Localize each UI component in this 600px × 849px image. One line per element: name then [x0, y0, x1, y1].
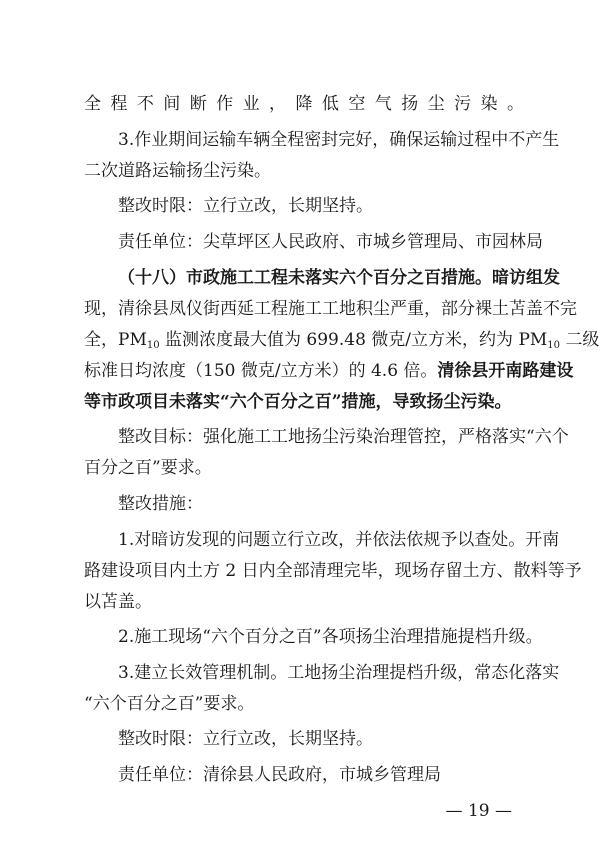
pm10-label: $PM_{10}$	[118, 330, 160, 351]
deadline-line: 整改时限：立行立改，长期坚持。	[118, 729, 373, 749]
paragraph-line: 3.作业期间运输车辆全程密封完好，确保运输过程中不产生	[118, 130, 560, 150]
page-number: — 19 —	[445, 801, 512, 821]
paragraph-line: 以苫盖。	[84, 592, 152, 612]
paragraph-line: 全程不间断作业，降低空气扬尘污染。	[84, 94, 524, 114]
pm10-label: $PM_{10}$	[518, 330, 561, 351]
paragraph-line: 1.对暗访发现的问题立行立改，并依法依规予以查处。开南	[118, 530, 560, 550]
deadline-line: 整改时限：立行立改，长期坚持。	[118, 196, 373, 216]
responsible-unit-line: 责任单位：清徐县人民政府，市城乡管理局	[118, 765, 441, 785]
text-segment: 全，	[84, 330, 118, 350]
paragraph-line: 3.建立长效管理机制。工地扬尘治理提档升级，常态化落实	[118, 663, 560, 683]
goal-line: 整改目标：强化施工工地扬尘污染治理管控，严格落实“六个	[118, 427, 569, 447]
text-segment-bold: 清徐县开南路建设	[437, 361, 574, 381]
paragraph-line: 等市政项目未落实“六个百分之百”措施，导致扬尘污染。	[84, 392, 512, 412]
paragraph-line: “六个百分之百”要求。	[84, 694, 255, 714]
paragraph-line: 2.施工现场“六个百分之百”各项扬尘治理措施提档升级。	[118, 627, 543, 647]
paragraph-line	[84, 361, 574, 381]
text-segment: 二级	[565, 330, 600, 350]
text-segment: 监测浓度最大值为 699.48 微克/立方米，约为	[165, 330, 514, 350]
section-heading: （十八）市政施工工程未落实六个百分之百措施。暗访组发	[118, 268, 560, 288]
measures-heading: 整改措施：	[118, 494, 203, 514]
responsible-unit-line: 责任单位：尖草坪区人民政府、市城乡管理局、市园林局	[118, 232, 543, 252]
paragraph-line	[84, 330, 600, 351]
paragraph-line: 路建设项目内土方 2 日内全部清理完毕，现场存留土方、散料等予	[84, 561, 582, 581]
text-segment: 标准日均浓度（150 微克/立方米）的 4.6 倍。	[84, 361, 438, 381]
paragraph-line: 百分之百”要求。	[84, 458, 212, 478]
paragraph-line: 现，清徐县凤仪街西延工程施工工地积尘严重，部分裸土苫盖不完	[84, 299, 577, 319]
paragraph-line: 二次道路运输扬尘污染。	[84, 161, 271, 181]
